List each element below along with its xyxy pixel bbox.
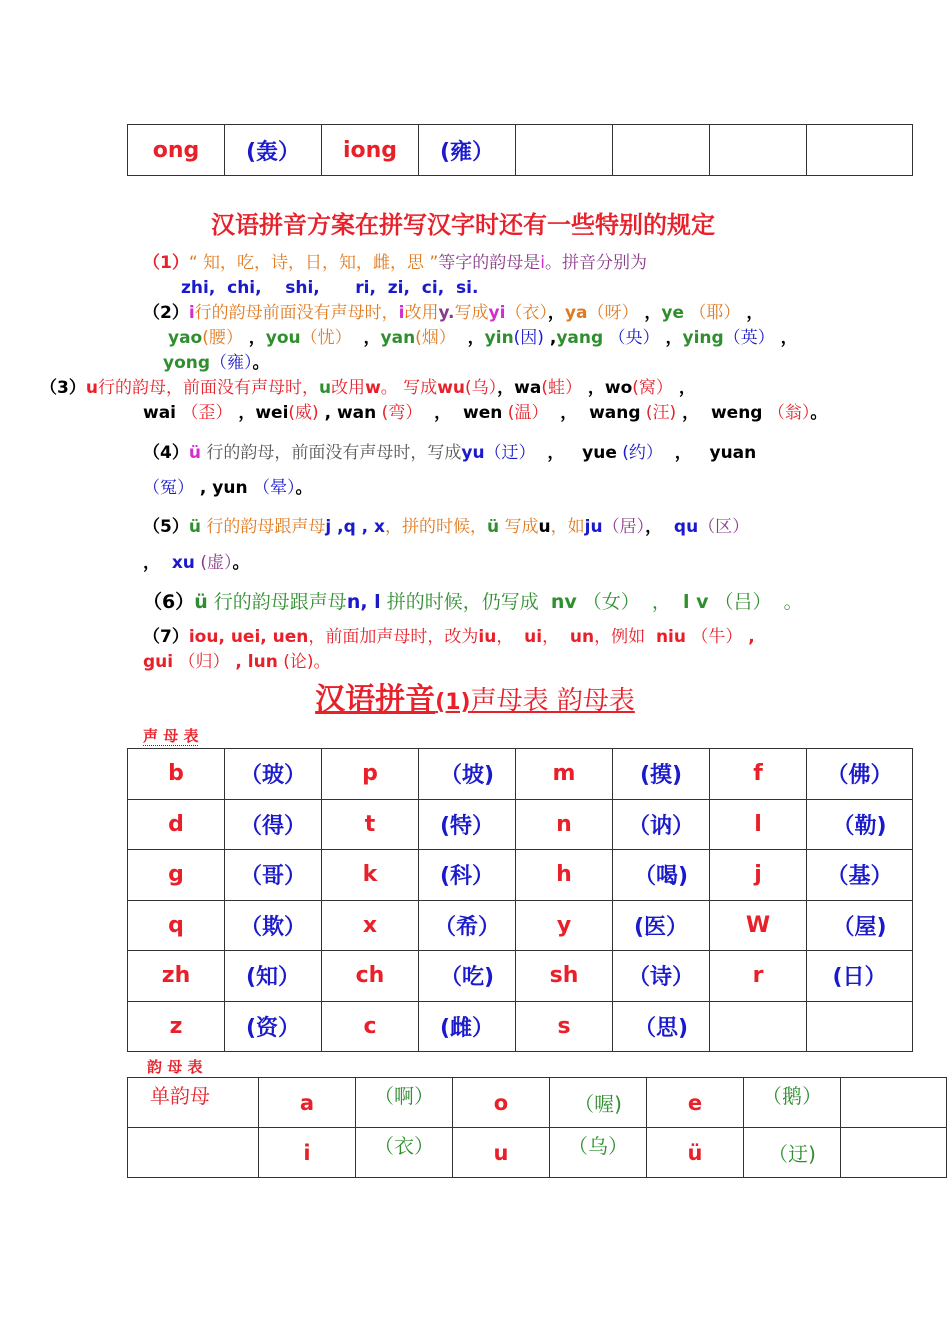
initials-label: 声 母 表 [143, 727, 199, 745]
rule-segment: wan [336, 403, 377, 423]
rule-5-line-2 [143, 552, 249, 574]
final-example: （衣） [374, 1134, 434, 1158]
initial-example-cell [419, 799, 516, 850]
top-table [127, 124, 913, 176]
initial-example-cell [419, 749, 516, 800]
rule-segment: ， [638, 303, 662, 323]
rule-segment: wai [143, 403, 177, 423]
rule-segment: wa [514, 378, 542, 398]
initials-row [128, 749, 913, 800]
initial-example-cell [807, 799, 913, 850]
initial-letter: n [556, 811, 572, 837]
top-cell [613, 125, 710, 176]
initial-letter: ch [355, 963, 385, 989]
initial-example: (雌） [439, 1015, 495, 1041]
initials-row [128, 850, 913, 901]
rule-segment: (威) [288, 403, 319, 423]
initial-example: （得） [239, 813, 306, 839]
initial-letter-cell [516, 1001, 613, 1052]
rule-segment: （雍） [210, 353, 253, 373]
rule-segment: （忧） [300, 328, 352, 348]
initial-letter: W [745, 912, 771, 938]
initial-letter-cell [128, 749, 225, 800]
rule-segment: 。拼音分别为 [545, 253, 647, 273]
rule-segment: （冤） [143, 478, 194, 498]
rule-segment: (弯） [376, 403, 423, 423]
final-cell [453, 1078, 550, 1128]
initial-letter-cell [322, 951, 419, 1002]
top-cell [516, 125, 613, 176]
main-title-part-2: (1) [435, 690, 471, 715]
final-cell [453, 1128, 550, 1178]
initial-letter: x [362, 912, 378, 938]
initial-letter-cell [710, 900, 807, 951]
rule-segment: yin [484, 328, 514, 348]
initials-row [128, 799, 913, 850]
initial-letter: h [556, 862, 572, 888]
rule-segment: 。 [295, 478, 313, 498]
initials-row [128, 900, 913, 951]
rule-segment: （晕） [247, 478, 296, 498]
initial-example: （欺） [239, 914, 306, 940]
rule-segment: ， [645, 517, 674, 537]
finals-label: 韵 母 表 [147, 1058, 203, 1076]
rule-segment: ， [542, 627, 570, 647]
rule-segment: 行的韵母跟声母 [200, 517, 326, 537]
rule-segment: yan [380, 328, 416, 348]
final-example: （喔) [574, 1092, 622, 1116]
rule-4-line-1 [143, 442, 756, 464]
finals-row [128, 1078, 947, 1128]
rule-segment: ， [548, 403, 590, 423]
initial-letter: r [752, 963, 764, 989]
rule-segment: gui [143, 652, 174, 672]
initial-example: (科） [439, 864, 495, 890]
rule-segment: “ 知，吃，诗，日，知，雌，思 ” [188, 253, 439, 273]
initial-example-cell [807, 900, 913, 951]
top-cell: (轰） [225, 125, 322, 176]
rule-segment: l v [682, 591, 709, 613]
rule-1-line-1 [143, 252, 647, 274]
initial-letter: s [557, 1013, 571, 1039]
rule-segment: (因) [513, 328, 544, 348]
final-cell [550, 1128, 647, 1178]
rule-1-line-2 [181, 277, 478, 299]
rule-segment: 改用 [331, 378, 366, 398]
final-cell [259, 1128, 356, 1178]
final-letter: ü [687, 1140, 703, 1165]
rule-segment: (蛙） [541, 378, 582, 398]
rule-segment: ， [242, 328, 266, 348]
rule-segment: wang [589, 403, 641, 423]
rule-segment: ， [497, 378, 515, 398]
initial-example: (资） [245, 1015, 301, 1041]
initial-example-cell [613, 799, 710, 850]
rule-7-line-1 [143, 626, 755, 648]
initial-example: （佛） [826, 763, 893, 789]
initial-example-cell [807, 1001, 913, 1052]
rule-segment: wo [604, 378, 633, 398]
rule-segment: (约） [616, 443, 663, 463]
rule-segment: 。 [810, 403, 828, 423]
initial-example: （希） [433, 914, 500, 940]
rule-segment: (腰） [202, 328, 243, 348]
rule-segment: ü [194, 591, 208, 613]
initial-example: （思) [633, 1015, 689, 1041]
final-example: （迂) [768, 1142, 816, 1166]
rule-segment: ，如 [550, 517, 585, 537]
rule-segment: ， [672, 378, 696, 398]
top-cell: iong [322, 125, 419, 176]
initial-letter-cell [516, 951, 613, 1002]
rule-segment: ü [487, 517, 500, 537]
initial-example-cell [419, 900, 516, 951]
initial-example-cell [613, 951, 710, 1002]
rule-segment: u [538, 517, 551, 537]
rule-segment: ， [547, 303, 565, 323]
initial-letter: q [168, 912, 184, 938]
initial-letter: c [363, 1013, 377, 1039]
rule-segment: iu [478, 627, 497, 647]
rule-segment: 行的韵母跟声母 [207, 591, 347, 613]
main-title-part-1: 汉语拼音 [315, 682, 436, 717]
rule-segment: weng [710, 403, 763, 423]
final-cell [744, 1078, 841, 1128]
rule-segment: yong [163, 353, 211, 373]
rule-segment: y. [438, 303, 455, 323]
initial-example: (摸) [639, 763, 683, 789]
initial-example-cell [613, 900, 710, 951]
final-example: （鹅） [762, 1084, 822, 1108]
top-cell [807, 125, 913, 176]
final-cell [356, 1078, 453, 1128]
initial-example-cell [613, 850, 710, 901]
final-cell [647, 1128, 744, 1178]
rule-segment: w [365, 378, 381, 398]
rule-segment: （衣） [505, 303, 548, 323]
rule-segment: ü [188, 443, 201, 463]
initial-example-cell [807, 850, 913, 901]
initial-letter: j [754, 862, 762, 888]
rule-segment: (窝） [632, 378, 673, 398]
initial-letter-cell [128, 900, 225, 951]
rule-segment: i [398, 303, 405, 323]
rule-segment: （1） [143, 253, 189, 273]
rule-segment: （央） [603, 328, 660, 348]
rule-segment: qu [673, 517, 699, 537]
rule-segment: ju [584, 517, 603, 537]
rule-segment: (温） [502, 403, 549, 423]
rule-2-line-3 [163, 352, 270, 374]
rule-3-line-1 [40, 377, 696, 399]
initial-example: （勒) [832, 813, 887, 839]
rule-segment: yun [212, 478, 248, 498]
rule-segment: ， [581, 378, 605, 398]
rule-segment: yuan [709, 443, 757, 463]
rule-segment: ， [455, 328, 485, 348]
rule-segment: , [318, 403, 337, 423]
final-cell [744, 1128, 841, 1178]
rule-segment: yao [168, 328, 203, 348]
finals-row [128, 1128, 947, 1178]
initial-example-cell [419, 1001, 516, 1052]
rule-segment: ， [535, 443, 583, 463]
rule-segment: 。 [252, 353, 270, 373]
rule-2-line-1 [143, 302, 763, 324]
rule-segment: ， [740, 303, 764, 323]
rule-segment: ， [662, 443, 710, 463]
initial-example: （坡) [439, 763, 495, 789]
final-cell [128, 1078, 259, 1128]
initial-letter: sh [549, 963, 579, 989]
rule-segment: yu [461, 443, 485, 463]
final-letter: e [687, 1090, 703, 1115]
rule-4-line-2 [143, 477, 313, 499]
initials-row [128, 1001, 913, 1052]
rule-segment: （5） [143, 517, 189, 537]
final-letter: a [299, 1090, 315, 1115]
initial-letter-cell [322, 799, 419, 850]
rule-segment: （4） [143, 443, 189, 463]
rule-segment: ，例如 [594, 627, 656, 647]
initial-letter-cell [710, 749, 807, 800]
finals-table [127, 1077, 947, 1178]
initial-letter: y [556, 912, 572, 938]
rule-segment: (烟） [415, 328, 456, 348]
rule-3-line-2 [143, 402, 827, 424]
initial-example-cell [225, 951, 322, 1002]
initial-example-cell [419, 951, 516, 1002]
rule-segment: niu [655, 627, 686, 647]
rule-segment: 。 [232, 553, 250, 573]
rule-segment: （迂） [484, 443, 536, 463]
rule-segment: wu [437, 378, 465, 398]
rule-segment: （7） [143, 627, 189, 647]
initial-letter: p [362, 761, 378, 787]
final-example: （乌） [568, 1134, 628, 1158]
rule-segment: (虚） [194, 553, 233, 573]
rule-segment: , [194, 478, 213, 498]
top-cell: ong [128, 125, 225, 176]
rule-segment: 写成 [499, 517, 539, 537]
rule-segment: wen [462, 403, 503, 423]
initial-letter-cell [516, 749, 613, 800]
initial-example: (医） [633, 914, 689, 940]
rule-segment: （3） [40, 378, 86, 398]
rule-segment: n, l [346, 591, 381, 613]
final-cell [841, 1078, 947, 1128]
initial-example: (特） [439, 813, 495, 839]
initial-letter-cell [516, 900, 613, 951]
rule-segment: xu [171, 553, 195, 573]
rule-segment: ya [564, 303, 588, 323]
rule-segment: ， [232, 403, 256, 423]
initial-example: （屋) [832, 914, 887, 940]
rule-segment: 等字的韵母是 [438, 253, 541, 273]
main-title-part-3: 声母表 韵母表 [470, 686, 635, 716]
rule-segment: ，前面加声母时，改为 [308, 627, 479, 647]
initial-letter-cell [128, 951, 225, 1002]
rule-segment: ， [351, 328, 381, 348]
rule-segment: , lun [229, 652, 278, 672]
main-title [0, 680, 950, 724]
final-letter: u [493, 1140, 509, 1165]
initial-example-cell [225, 850, 322, 901]
rule-segment: i [188, 303, 195, 323]
initial-example-cell [613, 749, 710, 800]
rule-segment: （2） [143, 303, 189, 323]
rules-title: 汉语拼音方案在拼写汉字时还有一些特别的规定 [211, 211, 715, 239]
rule-segment: ，拼的时候， [385, 517, 487, 537]
rule-segment: ying [682, 328, 724, 348]
initial-letter: zh [161, 963, 191, 989]
initial-letter-cell [322, 850, 419, 901]
rule-segment: （牛） [685, 627, 743, 647]
final-cell [550, 1078, 647, 1128]
initial-example: (知） [245, 965, 301, 991]
rule-segment: （翁） [762, 403, 811, 423]
initial-letter-cell [128, 799, 225, 850]
rule-segment: yue [582, 443, 617, 463]
rule-segment: nv [550, 591, 577, 613]
rule-segment: (乌） [465, 378, 498, 398]
rule-segment: ui [524, 627, 543, 647]
initial-example: （玻） [239, 763, 306, 789]
final-letter: o [493, 1090, 509, 1115]
initial-example-cell [807, 951, 913, 1002]
rule-segment: un [569, 627, 595, 647]
initial-letter: b [168, 761, 184, 787]
initial-example: （讷） [627, 813, 694, 839]
initials-row [128, 951, 913, 1002]
rule-segment: u [85, 378, 98, 398]
initial-letter: m [552, 761, 576, 787]
initials-table [127, 748, 913, 1052]
initial-letter-cell [710, 951, 807, 1002]
initial-example: （吃) [439, 965, 495, 991]
initial-letter: d [168, 811, 184, 837]
rule-segment: （吕） 。 [708, 591, 803, 613]
rule-segment: （居） [602, 517, 646, 537]
final-example: （啊） [374, 1084, 434, 1108]
initial-letter-cell [322, 1001, 419, 1052]
rule-segment: , [742, 627, 755, 647]
rule-6-line-1 [143, 590, 803, 614]
rule-segment: j ,q , x [325, 517, 385, 537]
rule-segment: ， [422, 403, 463, 423]
rule-segment: u [318, 378, 332, 398]
final-category: 单韵母 [150, 1084, 210, 1108]
initial-example-cell [225, 1001, 322, 1052]
initial-letter: k [362, 862, 378, 888]
initial-example: (日） [832, 965, 887, 991]
top-cell: (雍） [419, 125, 516, 176]
initial-letter-cell [128, 1001, 225, 1052]
rule-segment: 改用 [404, 303, 439, 323]
rule-segment: （歪） [176, 403, 233, 423]
rule-segment: i [540, 253, 545, 273]
initial-example-cell [419, 850, 516, 901]
initial-letter-cell [516, 850, 613, 901]
rule-segment: ， [774, 328, 798, 348]
final-cell [259, 1078, 356, 1128]
rule-segment: 行的韵母前面没有声母时， [194, 303, 399, 323]
rule-segment: ， [676, 403, 711, 423]
initial-example-cell [807, 749, 913, 800]
initial-example: （诗） [627, 965, 694, 991]
top-cell [710, 125, 807, 176]
rule-segment: ü [188, 517, 201, 537]
rule-2-line-2 [168, 327, 798, 349]
rule-segment: iou, uei, uen [188, 627, 309, 647]
rule-segment: yi [488, 303, 506, 323]
rule-segment: （呀） [587, 303, 639, 323]
initial-example-cell [225, 900, 322, 951]
rule-segment: 行的韵母，前面没有声母时， [97, 378, 319, 398]
initial-letter-cell [710, 799, 807, 850]
rule-segment: 。 写成 [380, 378, 438, 398]
initial-example: （哥） [239, 864, 306, 890]
final-cell [356, 1128, 453, 1178]
rule-segment: (汪) [640, 403, 677, 423]
rule-segment: ye [661, 303, 685, 323]
rule-7-line-2 [143, 651, 331, 673]
rule-segment: ， [143, 553, 172, 573]
initial-letter-cell [322, 900, 419, 951]
rule-segment: 写成 [454, 303, 489, 323]
rule-segment: zhi, chi, shi, ri, zi, ci, si. [181, 278, 479, 298]
initial-letter: f [753, 761, 763, 787]
rule-segment: , [543, 328, 557, 348]
initial-letter-cell [516, 799, 613, 850]
initial-letter: l [754, 811, 762, 837]
initial-letter-cell [128, 850, 225, 901]
rule-5-line-1 [143, 516, 749, 538]
rule-segment: （英） [723, 328, 775, 348]
rule-segment: （6） [143, 591, 195, 613]
rule-segment: yang [556, 328, 604, 348]
initial-example-cell [225, 799, 322, 850]
initial-letter-cell [710, 1001, 807, 1052]
rule-segment: (论)。 [277, 652, 331, 672]
rule-segment: （耶） [684, 303, 741, 323]
initial-example-cell [613, 1001, 710, 1052]
initial-example: （基） [826, 864, 893, 890]
initial-example: （喝) [633, 864, 689, 890]
rule-segment: you [265, 328, 301, 348]
initial-letter: z [169, 1013, 183, 1039]
rule-segment: ， [496, 627, 525, 647]
rule-segment: （归） [173, 652, 230, 672]
rule-segment: ， [659, 328, 683, 348]
rule-segment: （区） [698, 517, 750, 537]
initial-letter-cell [322, 749, 419, 800]
final-cell [841, 1128, 947, 1178]
rule-segment: wei [255, 403, 289, 423]
rule-segment: （女） ， [576, 591, 683, 613]
initial-example-cell [225, 749, 322, 800]
final-letter: i [303, 1140, 311, 1165]
final-cell [128, 1128, 259, 1178]
initial-letter: t [364, 811, 376, 837]
rule-segment: 拼的时候，仍写成 [380, 591, 551, 613]
initial-letter-cell [710, 850, 807, 901]
initial-letter: g [168, 862, 184, 888]
rule-segment: 行的韵母，前面没有声母时，写成 [200, 443, 462, 463]
final-cell [647, 1078, 744, 1128]
